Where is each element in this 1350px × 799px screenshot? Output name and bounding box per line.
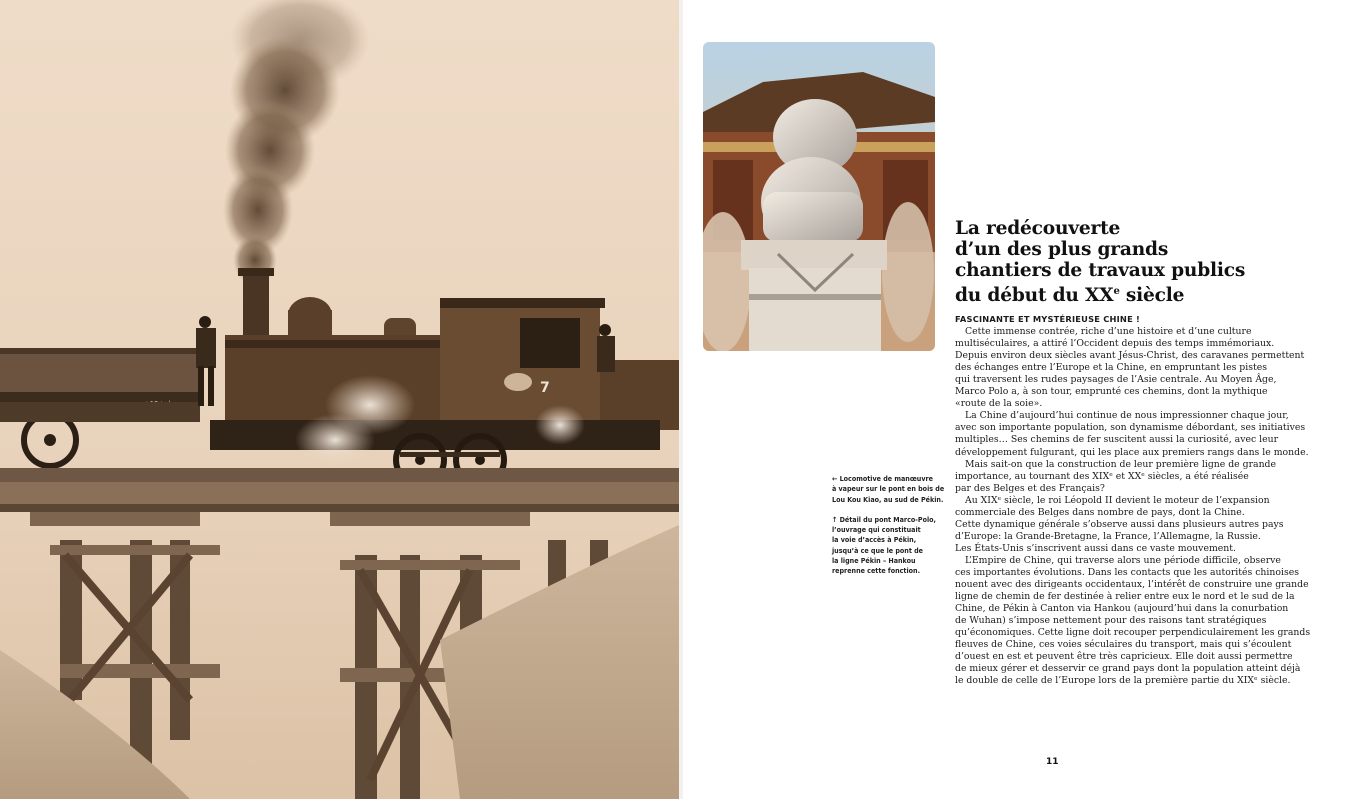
caption-text: Locomotive de manœuvre (839, 474, 933, 483)
article-line: commerciale des Belges dans nombre de pays, dont la Chine. (955, 506, 1245, 518)
article-line: de mieux gérer et desservir ce grand pays dont la population atteint déjà (955, 663, 1301, 675)
caption-line: jusqu’à ce que le pont de (832, 545, 923, 555)
headline-superscript: e (1113, 286, 1120, 297)
caption-line (832, 474, 934, 484)
article-line: des échanges entre l’Europe et la Chine, en empruntant les pistes (955, 362, 1267, 374)
article-line: développement fulgurant, qui les place aux premiers rangs dans le monde. (955, 446, 1309, 458)
article-line: importance, au tournant des XIXᵉ et XXᵉ siècles, a été réalisée (955, 470, 1249, 482)
page-gutter (679, 0, 683, 799)
article-headline (955, 218, 1315, 306)
article-subhead: FASCINANTE ET MYSTÉRIEUSE CHINE ! (955, 314, 1141, 324)
headline-line-text: du début du XX (955, 285, 1114, 306)
article-line: ligne de chemin de fer destinée à relier entre eux le nord et le sud de la (955, 591, 1295, 603)
caption-line: reprenne cette fonction. (832, 566, 921, 576)
caption-line: l’ouvrage qui constituait (832, 525, 921, 535)
photo-captions (832, 474, 945, 587)
article-line: L’Empire de Chine, qui traverse alors une période difficile, observe (965, 554, 1281, 566)
caption-line: à vapeur sur le pont en bois de (832, 484, 945, 494)
article-line: ces importantes évolutions. Dans les contacts que les autorités chinoises (955, 566, 1299, 578)
article-line: «route de la soie». (955, 398, 1043, 410)
caption-line (832, 515, 934, 525)
article-line: Chine, de Pékin à Canton via Hankou (aujourd’hui dans la conurbation (955, 603, 1289, 615)
arrow-left-icon: ← (832, 474, 838, 483)
headline-line: La redécouverte (955, 218, 1121, 239)
article-line: multiples… Ses chemins de fer suscitent aussi la curiosité, avec leur (955, 434, 1279, 446)
article-line: nouent avec des dirigeants occidentaux, l’intérêt de construire une grande (955, 579, 1309, 591)
article-line: d’ouest en est et peuvent être très capricieux. Elle doit aussi permettre (955, 651, 1293, 663)
article-line: d’Europe: la Grande-Bretagne, la France, l’Allemagne, la Russie. (955, 530, 1261, 542)
article-line: La Chine d’aujourd’hui continue de nous impressionner chaque jour, (965, 410, 1289, 422)
article-body (955, 313, 1311, 687)
article-line: fleuves de Chine, ces voies séculaires du transport, mais qui s’écoulent (955, 639, 1292, 651)
headline-line (955, 281, 1315, 306)
stone-lion-photo (703, 42, 935, 351)
article-line: par des Belges et des Français? (955, 482, 1105, 494)
arrow-up-icon: ↑ (832, 514, 838, 524)
article-line: de Wuhan) s’impose nettement pour des raisons tant stratégiques (955, 615, 1267, 627)
article-line: le double de celle de l’Europe lors de la première partie du XIXᵉ siècle. (955, 675, 1291, 687)
article-line: Marco Polo a, à son tour, emprunté ces chemins, dont la mythique (955, 386, 1268, 398)
article-line: avec son importante population, son dynamisme débordant, ses initiatives (955, 422, 1306, 434)
article-line: Au XIXᵉ siècle, le roi Léopold II devient le moteur de l’expansion (965, 494, 1270, 506)
headline-line: d’un des plus grands (955, 239, 1169, 260)
svg-text:7: 7 (540, 380, 550, 396)
page-number: 11 (1046, 757, 1059, 767)
article-line: multiséculaires, a attiré l’Occident depuis des temps immémoriaux. (955, 338, 1275, 350)
article-line: Mais sait-on que la construction de leur première ligne de grande (965, 458, 1277, 470)
article-line: qu’économiques. Cette ligne doit recouper perpendiculairement les grands (955, 627, 1311, 639)
article-line: Cette immense contrée, riche d’une histoire et d’une culture (965, 326, 1252, 338)
article-line: Les États-Unis s’inscrivent aussi dans ce vaste mouvement. (955, 542, 1236, 554)
caption-locomotive (832, 474, 945, 505)
headline-line: chantiers de travaux publics (955, 260, 1246, 281)
headline-line-end: siècle (1119, 285, 1185, 306)
caption-text: Détail du pont Marco-Polo, (839, 514, 936, 524)
caption-line: la voie d’accès à Pékin, (832, 535, 917, 545)
article-line: Cette dynamique générale s’observe aussi dans plusieurs autres pays (955, 518, 1284, 530)
caption-line: Lou Kou Kiao, au sud de Pékin. (832, 494, 944, 504)
article-line: qui traversent les rudes paysages de l’Asie centrale. Au Moyen Âge, (955, 374, 1277, 386)
article-line: Depuis environ deux siècles avant Jésus-Christ, des caravanes permettent (955, 350, 1305, 362)
caption-bridge (832, 515, 934, 577)
caption-line: la ligne Pékin – Hankou (832, 556, 916, 566)
